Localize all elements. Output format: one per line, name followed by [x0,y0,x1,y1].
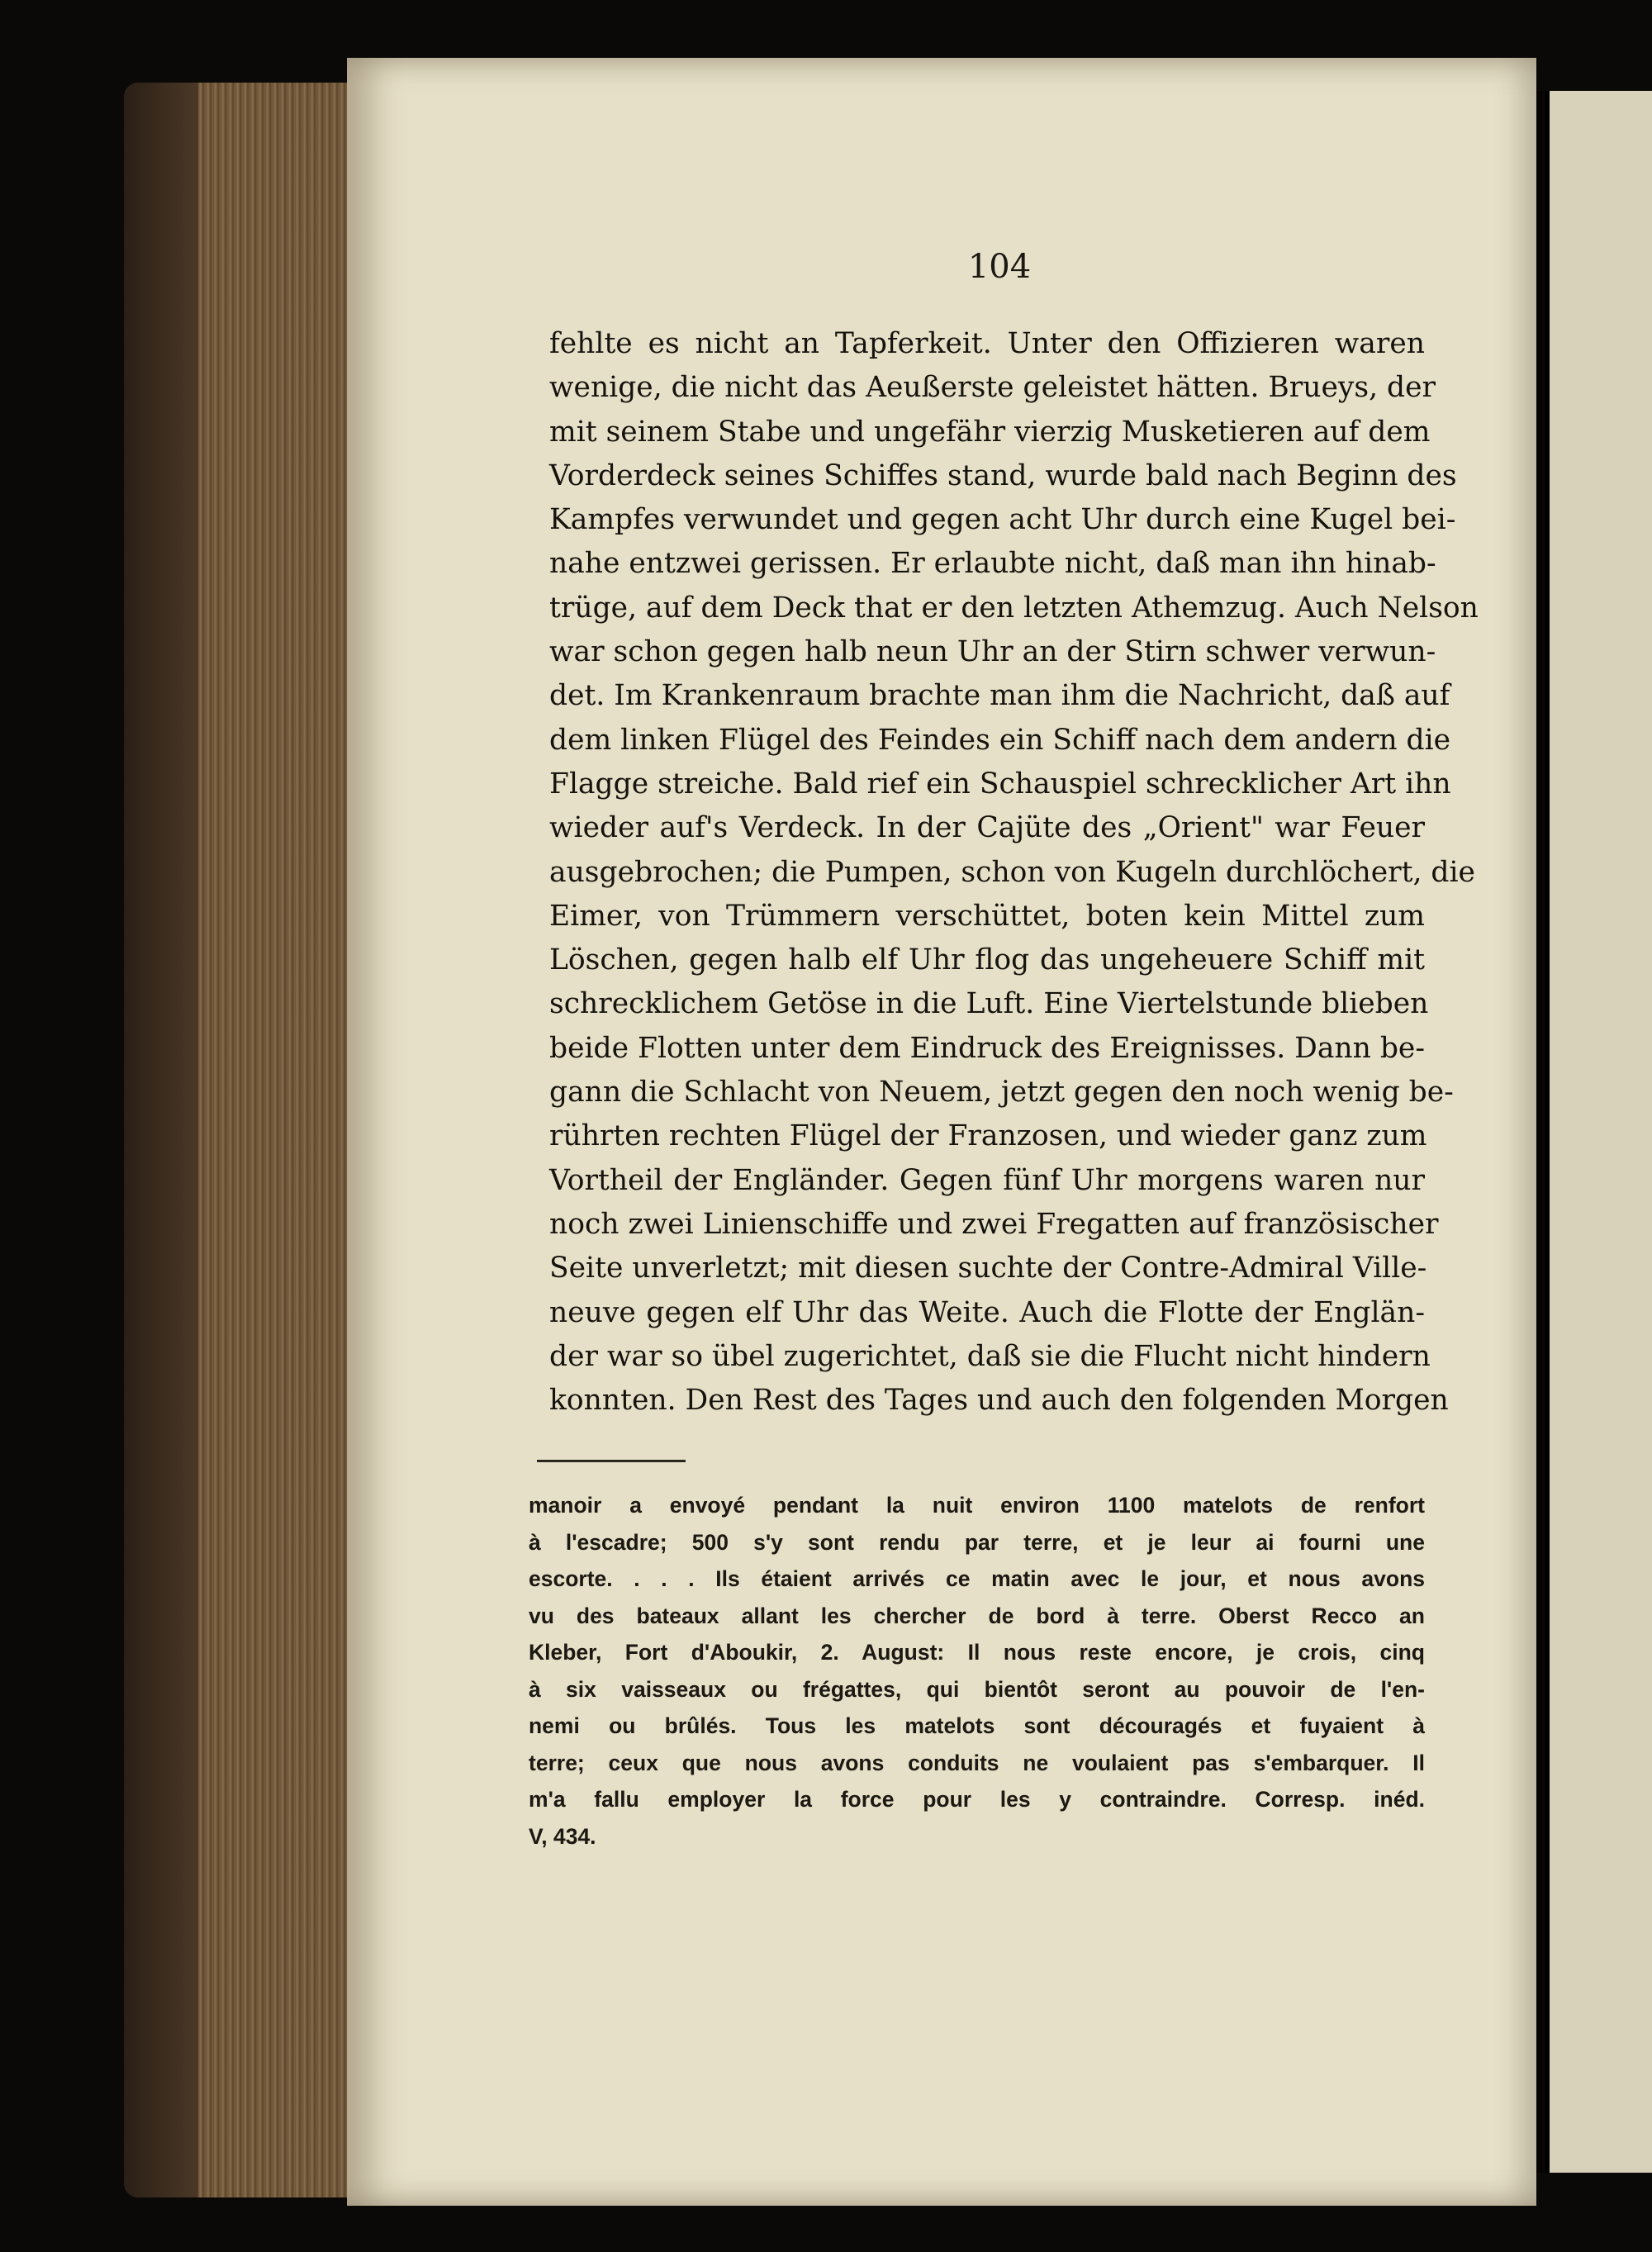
text-line: konnten. Den Rest des Tages und auch den folgenden Morgen [549,1384,1449,1418]
page-number: 104 [967,248,1032,286]
text-line: Vortheil der Engländer. Gegen fünf Uhr morgens waren nur [549,1163,1425,1197]
text-line: Eimer, von Trümmern verschüttet, boten kein Mittel zum [549,899,1425,933]
footnote-line: V, 434. [529,1823,596,1849]
body-text [549,322,1479,1423]
text-line: Seite unverletzt; mit diesen suchte der Contre-Admiral Ville- [549,1252,1427,1285]
text-line: fehlte es nicht an Tapferkeit. Unter den Offizieren waren [549,327,1425,360]
book-gutter [1536,91,1543,2173]
footnote-line: terre; ceux que nous avons conduits ne voulaient pas s'embarquer. Il [529,1750,1425,1775]
footnote-line: escorte. . . . Ils étaient arrivés ce matin avec le jour, et nous avons [529,1566,1425,1591]
book-spine-shadow [124,83,198,2197]
text-line: ausgebrochen; die Pumpen, schon von Kugeln durchlöchert, die [549,855,1475,889]
text-line: wieder auf's Verdeck. In der Cajüte des „Orient" war Feuer [549,811,1425,845]
text-line: schrecklichem Getöse in die Luft. Eine Viertelstunde blieben [549,987,1429,1021]
footnote-line: nemi ou brûlés. Tous les matelots sont découragés et fuyaient à [529,1713,1425,1738]
text-line: Löschen, gegen halb elf Uhr flog das ungeheuere Schiff mit [549,943,1425,977]
text-line: Vorderdeck seines Schiffes stand, wurde bald nach Beginn des [549,458,1457,492]
text-line: war schon gegen halb neun Uhr an der Stirn schwer verwun- [549,635,1436,669]
text-line: trüge, auf dem Deck that er den letzten Athemzug. Auch Nelson [549,591,1479,625]
footnote-line: vu des bateaux allant les chercher de bord à terre. Oberst Recco an [529,1603,1425,1628]
facing-page-edge [1545,91,1652,2173]
text-line: Kampfes verwundet und gegen acht Uhr durch eine Kugel bei- [549,503,1456,537]
text-line: Flagge streiche. Bald rief ein Schauspiel schrecklicher Art ihn [549,767,1451,801]
text-line: det. Im Krankenraum brachte man ihm die Nachricht, daß auf [549,679,1450,713]
footnote [529,1487,1425,1855]
footnote-line: Kleber, Fort d'Aboukir, 2. August: Il nous reste encore, je crois, cinq [529,1640,1425,1665]
footnote-line: à six vaisseaux ou frégattes, qui bientôt seront au pouvoir de l'en- [529,1676,1425,1702]
text-line: neuve gegen elf Uhr das Weite. Auch die Flotte der Englän- [549,1295,1425,1329]
text-line: beide Flotten unter dem Eindruck des Ereignisses. Dann be- [549,1031,1425,1065]
text-line: dem linken Flügel des Feindes ein Schiff nach dem andern die [549,723,1451,757]
text-line: nahe entzwei gerissen. Er erlaubte nicht, daß man ihn hinab- [549,547,1436,581]
text-line: der war so übel zugerichtet, daß sie die Flucht nicht hindern [549,1339,1431,1373]
footnote-rule [537,1460,686,1462]
footnote-line: m'a fallu employer la force pour les y contraindre. Corresp. inéd. [529,1787,1425,1812]
footnote-line: à l'escadre; 500 s'y sont rendu par terre, et je leur ai fourni une [529,1529,1425,1555]
text-line: rührten rechten Flügel der Franzosen, und wieder ganz zum [549,1119,1427,1153]
text-line: noch zwei Linienschiffe und zwei Fregatten auf französischer [549,1207,1439,1241]
text-line: mit seinem Stabe und ungefähr vierzig Musketieren auf dem [549,415,1431,449]
text-line: gann die Schlacht von Neuem, jetzt gegen den noch wenig be- [549,1076,1454,1109]
footnote-line: manoir a envoyé pendant la nuit environ 1100 matelots de renfort [529,1493,1425,1518]
text-line: wenige, die nicht das Aeußerste geleistet hätten. Brueys, der [549,371,1436,405]
